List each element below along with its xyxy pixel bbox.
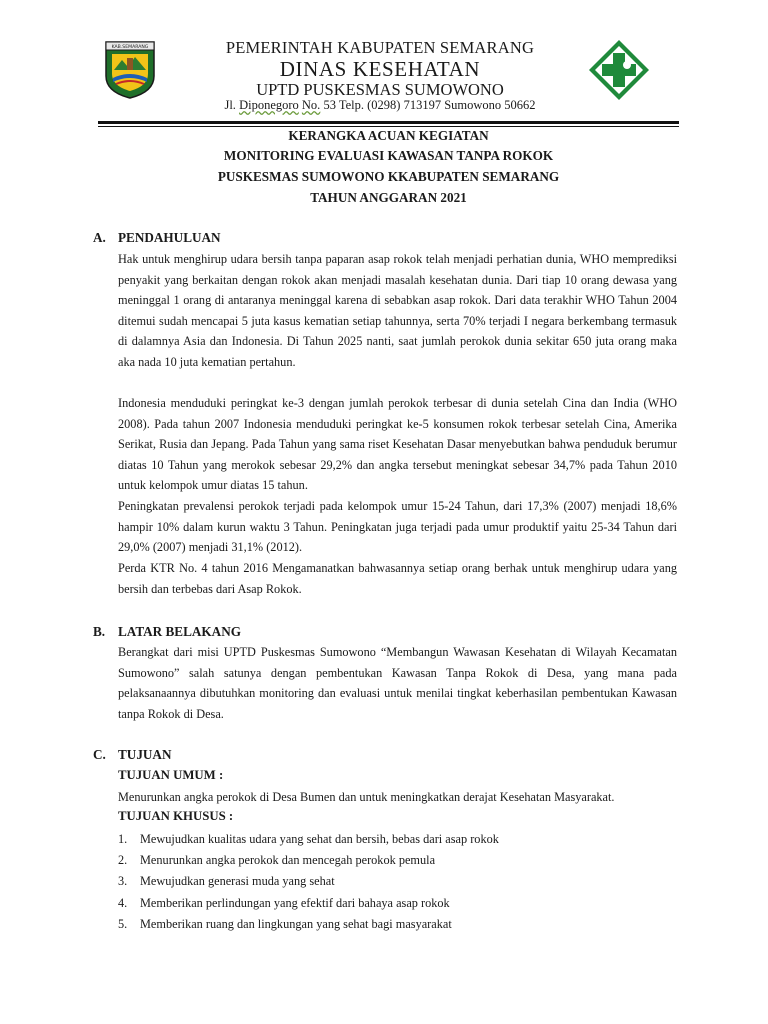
- section-a-paragraph-2: Indonesia menduduki peringkat ke-3 dengan jumlah perokok terbesar di dunia setelah Cina dan India (WHO 2008). Pada tahun 2007 Indonesia menduduki peringkat ke-5 konsumen rokok terbesar setelah Cina, Amerika Serikat, Rusia dan Jepang. Pada Tahun yang sama riset Kesehatan Dasar menyebutkan bahwa penduduk berumur diatas 10 Tahun yang merokok sebesar 29,2% dan angka tersebut meningkat sebesar 34,7% pada Tahun 2010 untuk kelompok umur diatas 15 tahun.: [118, 396, 677, 493]
- section-b-title: LATAR BELAKANG: [118, 624, 241, 639]
- doc-title-line-4: TAHUN ANGGARAN 2021: [310, 190, 467, 205]
- letterhead-address: [180, 98, 580, 113]
- letterhead-agency: DINAS KESEHATAN: [279, 57, 481, 81]
- section-a-letter: A.: [93, 230, 106, 245]
- letterhead-divider-thick: [98, 121, 679, 124]
- list-item-text: Memberikan ruang dan lingkungan yang sehat bagi masyarakat: [140, 916, 452, 931]
- section-c-title: TUJUAN: [118, 747, 172, 762]
- list-item-number: 5.: [118, 916, 128, 931]
- section-a-title: PENDAHULUAN: [118, 230, 221, 245]
- section-b-heading: [93, 624, 241, 640]
- kabupaten-semarang-crest-icon: [104, 40, 156, 100]
- list-item: [118, 914, 499, 935]
- tujuan-khusus-list: [118, 829, 499, 935]
- list-item-number: 2.: [118, 853, 128, 868]
- list-item: [118, 829, 499, 850]
- doc-title-line-1: KERANGKA ACUAN KEGIATAN: [288, 128, 489, 143]
- doc-title-line-2: MONITORING EVALUASI KAWASAN TANPA ROKOK: [223, 148, 554, 163]
- section-a-paragraph-1: Hak untuk menghirup udara bersih tanpa paparan asap rokok telah menjadi perhatian dunia, WHO memprediksi penyakit yang berkaitan dengan rokok akan menjadi masalah kesehatan dunia. Dari tiap 10 orang dewasa yang meninggal 1 orang di antaranya meninggal karena di sebabkan asap rokok. Dari data terakhir WHO Tahun 2004 ditemui sudah mencapai 5 juta kasus kematian setiap tahunnya, serta 70% terjadi I negara berkembang termasuk di dalamnya Asia dan Indonesia. Di Tahun 2025 nanti, saat jumlah perokok dunia sekitar 650 juta orang maka aka nada 10 juta kematian pertahun.: [118, 252, 677, 369]
- section-b-paragraph: Berangkat dari misi UPTD Puskesmas Sumowono “Membangun Wawasan Kesehatan di Wilayah Kecamatan Sumowono” salah satunya dengan pembentukan Kawasan Tanpa Rokok di Desa, yang mana pada pelaksanaannya dibutuhkan monitoring dan evaluasi untuk menilai tingkat keberhasilan pembentukan Kawasan tanpa Rokok di Desa.: [118, 645, 677, 721]
- address-rest: 53 Telp. (0298) 713197 Sumowono 50662: [320, 98, 536, 112]
- tujuan-khusus-heading: TUJUAN KHUSUS :: [118, 809, 234, 823]
- address-number-label: No.: [301, 98, 321, 112]
- section-b-letter: B.: [93, 624, 106, 639]
- tujuan-umum-text: Menurunkan angka perokok di Desa Bumen dan untuk meningkatkan derajat Kesehatan Masyarakat.: [118, 790, 615, 804]
- doc-title-line-3: PUSKESMAS SUMOWONO KKABUPATEN SEMARANG: [217, 169, 560, 184]
- letterhead-divider-thin: [98, 126, 679, 127]
- list-item-text: Mewujudkan generasi muda yang sehat: [140, 874, 335, 889]
- letterhead-government: PEMERINTAH KABUPATEN SEMARANG: [225, 38, 535, 57]
- list-item: [118, 871, 499, 892]
- address-prefix: Jl.: [224, 98, 240, 112]
- list-item-text: Memberikan perlindungan yang efektif dari bahaya asap rokok: [140, 895, 450, 910]
- letterhead-unit: UPTD PUSKESMAS SUMOWONO: [256, 80, 504, 99]
- section-a-paragraph-4: Perda KTR No. 4 tahun 2016 Mengamanatkan bahwasannya setiap orang berhak untuk menghirup udara yang bersih dan terbebas dari Asap Rokok.: [118, 561, 677, 596]
- list-item-text: Menurunkan angka perokok dan mencegah perokok pemula: [140, 853, 436, 868]
- puskesmas-cross-icon: [587, 38, 651, 102]
- list-item: [118, 893, 499, 914]
- list-item: [118, 850, 499, 871]
- address-street: Diponegoro: [239, 98, 299, 112]
- list-item-number: 1.: [118, 832, 128, 846]
- section-a-heading: [93, 230, 221, 246]
- list-item-number: 4.: [118, 895, 128, 910]
- list-item-text: Mewujudkan kualitas udara yang sehat dan bersih, bebas dari asap rokok: [140, 832, 499, 846]
- list-item-number: 3.: [118, 874, 128, 889]
- crest-text: KAB.SEMARANG: [111, 45, 149, 51]
- tujuan-umum-heading: TUJUAN UMUM :: [118, 768, 224, 782]
- section-c-heading: [93, 747, 171, 763]
- section-c-letter: C.: [93, 747, 106, 762]
- section-a-paragraph-3: Peningkatan prevalensi perokok terjadi pada kelompok umur 15-24 Tahun, dari 17,3% (2007) menjadi 18,6% hampir 10% dalam kurun waktu 3 Tahun. Peningkatan juga terjadi pada umur produktif yaitu 25-34 Tahun dari 29,0% (2007) menjadi 31,1% (2012).: [118, 499, 677, 555]
